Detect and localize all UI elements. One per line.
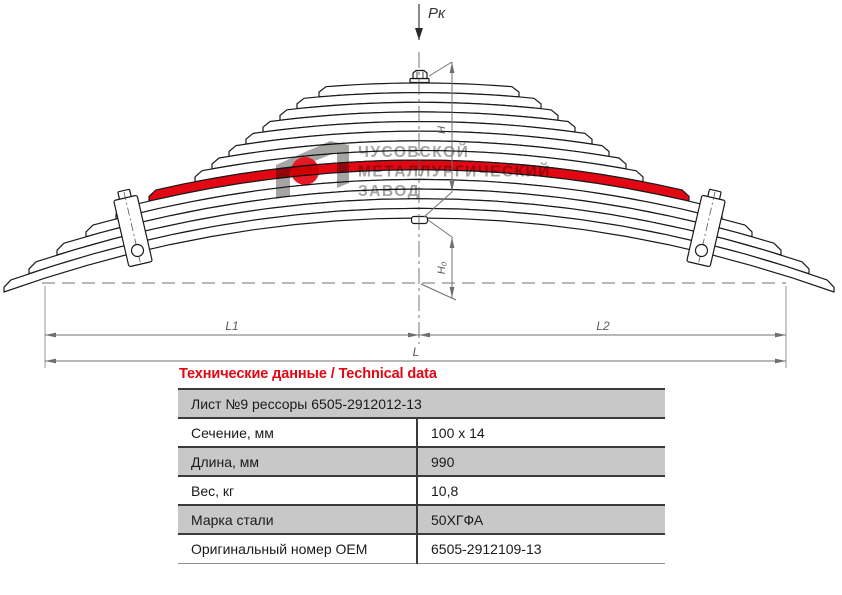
- spec-value: 100 x 14: [417, 418, 665, 447]
- table-row-length: [178, 447, 665, 476]
- spec-value: 6505-2912109-13: [417, 534, 665, 563]
- dimension-l: [45, 345, 786, 361]
- spec-label: Вес, кг: [178, 476, 417, 505]
- watermark-line3: ЗАВОД: [358, 183, 421, 200]
- table-row-oem: [178, 534, 665, 563]
- dimension-l2: [419, 319, 786, 335]
- center-bolt-head: [412, 217, 428, 224]
- dim-l1-label: L1: [225, 319, 239, 333]
- spec-value: 10,8: [417, 476, 665, 505]
- spec-label: Оригинальный номер OEM: [178, 534, 417, 563]
- dim-h0-label: H₀: [436, 261, 448, 275]
- table-title: Технические данные / Technical data: [179, 366, 437, 382]
- technical-data-section: [178, 366, 665, 564]
- factory-logo-ball: [291, 157, 319, 185]
- dimension-l1: [45, 319, 419, 335]
- table-row-part-name: [178, 389, 665, 418]
- watermark-line2: МЕТАЛЛУРГИЧЕСКИЙ: [358, 163, 551, 181]
- spec-value: 990: [417, 447, 665, 476]
- table-row-weight: [178, 476, 665, 505]
- dim-l2-label: L2: [596, 319, 610, 333]
- table-row-section: [178, 418, 665, 447]
- center-bolt-nut: [410, 71, 429, 83]
- dimension-h0: [421, 220, 456, 300]
- spec-label: Марка стали: [178, 505, 417, 534]
- part-name: Лист №9 рессоры 6505-2912012-13: [178, 389, 665, 418]
- watermark-line1: ЧУСОВСКОЙ: [358, 144, 470, 161]
- dim-h-label: H: [436, 126, 448, 134]
- spec-value: 50ХГФА: [417, 505, 665, 534]
- load-label: Pк: [428, 5, 446, 22]
- table-row-steel: [178, 505, 665, 534]
- spec-label: Длина, мм: [178, 447, 417, 476]
- spec-label: Сечение, мм: [178, 418, 417, 447]
- dim-l-label: L: [412, 345, 420, 359]
- spec-table: [178, 388, 665, 564]
